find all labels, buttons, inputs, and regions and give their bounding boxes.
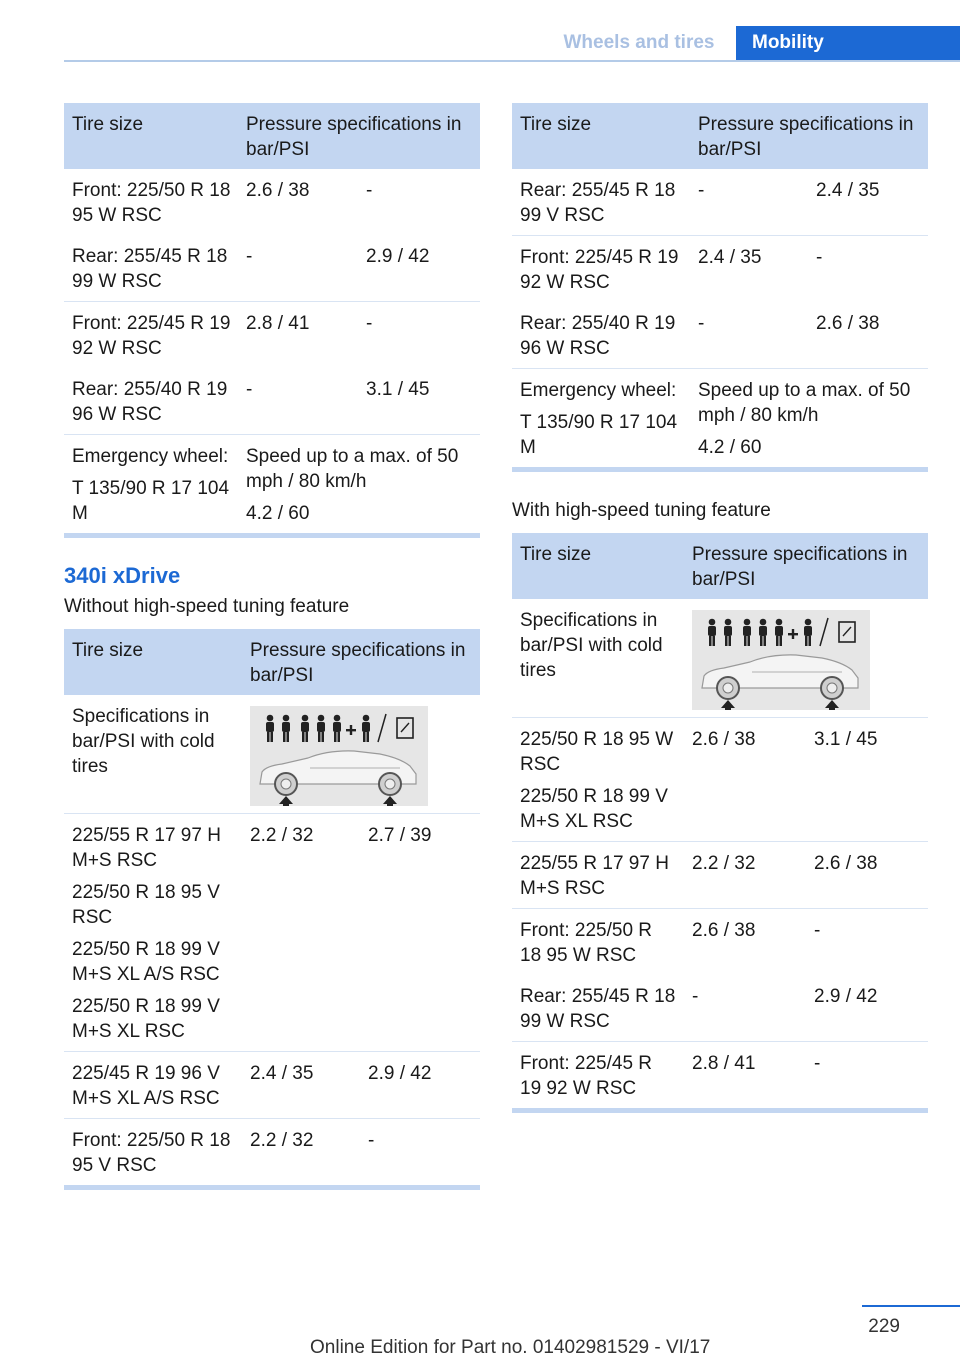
tire-pressure-table (64, 103, 480, 538)
column-header-pressure: Pressure specifications in bar/PSI (690, 103, 928, 169)
page-number: 229 (868, 1316, 900, 1337)
section-title: 340i xDrive (64, 563, 181, 588)
pressure-cell: 2.8 / 41 (684, 1042, 806, 1109)
pressure-cell: 2.6 / 38 (246, 180, 310, 201)
pressure-cell: 2.6 / 38 (816, 313, 880, 334)
emergency-pressure: 4.2 / 60 (246, 503, 310, 524)
column-header-tire-size: Tire size (512, 103, 690, 169)
edition-note: Online Edition for Part no. 01402981529 - VI/17 (310, 1337, 711, 1358)
table-row (512, 1042, 928, 1109)
tire-size-cell: Front: 225/50 R 18 95 W RSC (72, 180, 231, 226)
tire-size-cell: Rear: 255/45 R 18 99 V RSC (520, 180, 676, 226)
tire-size-cell: Rear: 255/45 R 18 99 W RSC (520, 986, 676, 1032)
pressure-cell: 2.4 / 35 (690, 236, 808, 303)
pressure-cell: 2.4 / 35 (242, 1052, 360, 1119)
tire-pressure-table (512, 533, 928, 1113)
cold-tires-row (512, 599, 928, 718)
tire-size-cell: 225/50 R 18 99 V M+S XL RSC (520, 786, 668, 832)
table-intro: Without high-speed tuning feature (64, 596, 350, 617)
emergency-wheel-label: Emergency wheel: (520, 380, 677, 401)
column-header-pressure: Pressure specifications in bar/PSI (684, 533, 928, 599)
tire-size-cell: Rear: 255/40 R 19 96 W RSC (520, 313, 676, 359)
tire-size-cell: Front: 225/45 R 19 92 W RSC (64, 302, 238, 369)
car-side-tire-icon (692, 610, 870, 710)
pressure-cell: - (808, 236, 928, 303)
table-row (64, 169, 480, 235)
pressure-cell: 2.6 / 38 (684, 909, 806, 976)
pressure-cell: 3.1 / 45 (366, 379, 430, 400)
car-side-tire-icon (250, 706, 428, 806)
pressure-cell: - (358, 302, 480, 369)
tire-size-cell: 225/55 R 17 97 H M+S RSC (72, 825, 221, 871)
pressure-cell: 2.7 / 39 (360, 814, 480, 1052)
cold-tires-label: Specifications in bar/PSI with cold tires (520, 610, 663, 681)
tire-pressure-table (512, 103, 928, 472)
table-end-bar (64, 1185, 480, 1190)
pressure-cell: 2.2 / 32 (242, 814, 360, 1052)
pressure-cell: - (698, 313, 705, 334)
cold-tires-row (64, 695, 480, 814)
tire-size-cell: 225/45 R 19 96 V M+S XL A/S RSC (64, 1052, 242, 1119)
emergency-wheel-label: Emergency wheel: (72, 446, 229, 467)
tire-size-cell: 225/50 R 18 95 W RSC (520, 729, 674, 775)
table-row (512, 236, 928, 303)
table-row (64, 302, 480, 369)
table-end-bar (512, 1108, 928, 1113)
table-row (64, 1052, 480, 1119)
header-rule (64, 60, 960, 62)
footer-rule (862, 1305, 960, 1307)
emergency-wheel-row (512, 369, 928, 468)
column-header-tire-size: Tire size (64, 629, 242, 695)
pressure-cell: 2.4 / 35 (816, 180, 880, 201)
pressure-cell: 2.9 / 42 (814, 986, 878, 1007)
breadcrumb-chapter[interactable]: Mobility (736, 26, 960, 60)
table-row (512, 718, 928, 842)
pressure-cell: 2.2 / 32 (242, 1119, 360, 1186)
table-row (64, 1119, 480, 1186)
left-column (64, 103, 480, 1190)
tire-size-cell: Front: 225/50 R 18 95 W RSC (512, 909, 684, 976)
table-row (512, 169, 928, 236)
table-end-bar (512, 467, 928, 472)
tire-size-cell: 225/55 R 17 97 H M+S RSC (512, 842, 684, 909)
table-end-bar (64, 533, 480, 538)
tire-size-cell: Front: 225/45 R 19 92 W RSC (512, 1042, 684, 1109)
table-row (64, 814, 480, 1052)
tire-size-cell: Rear: 255/40 R 19 96 W RSC (72, 379, 228, 425)
table-row (64, 235, 480, 302)
tire-size-cell: 225/50 R 18 95 V RSC (72, 882, 220, 928)
column-header-tire-size: Tire size (64, 103, 238, 169)
pressure-cell: - (246, 246, 253, 267)
pressure-cell: - (806, 909, 928, 976)
table-row (512, 975, 928, 1042)
emergency-wheel-size: T 135/90 R 17 104 M (72, 478, 230, 524)
table-row (512, 842, 928, 909)
pressure-cell: 2.2 / 32 (684, 842, 806, 909)
right-column (512, 103, 928, 1113)
pressure-cell: 2.9 / 42 (360, 1052, 480, 1119)
pressure-cell: - (806, 1042, 928, 1109)
pressure-cell: 2.6 / 38 (806, 842, 928, 909)
page-header (0, 0, 960, 62)
column-header-pressure: Pressure specifications in bar/PSI (238, 103, 480, 169)
column-header-pressure: Pressure specifications in bar/PSI (242, 629, 480, 695)
table-intro: With high-speed tuning feature (512, 500, 771, 521)
tire-pressure-table (64, 629, 480, 1190)
emergency-wheel-size: T 135/90 R 17 104 M (520, 412, 678, 458)
load-diagram (692, 610, 870, 710)
table-row (512, 909, 928, 976)
emergency-speed-note: Speed up to a max. of 50 mph / 80 km/h (698, 380, 911, 426)
tire-size-cell: Front: 225/45 R 19 92 W RSC (512, 236, 690, 303)
table-row (64, 368, 480, 435)
column-header-tire-size: Tire size (512, 533, 684, 599)
emergency-speed-note: Speed up to a max. of 50 mph / 80 km/h (246, 446, 459, 492)
pressure-cell: 2.9 / 42 (366, 246, 430, 267)
pressure-cell: - (692, 986, 699, 1007)
emergency-wheel-row (64, 435, 480, 534)
pressure-cell: 2.8 / 41 (238, 302, 358, 369)
pressure-cell: 2.6 / 38 (684, 718, 806, 842)
pressure-cell: - (246, 379, 253, 400)
pressure-cell: - (366, 180, 373, 201)
emergency-pressure: 4.2 / 60 (698, 437, 762, 458)
table-row (512, 302, 928, 369)
breadcrumb-section[interactable]: Wheels and tires (563, 32, 715, 53)
pressure-cell: - (698, 180, 705, 201)
tire-size-cell: Front: 225/50 R 18 95 V RSC (64, 1119, 242, 1186)
tire-size-cell: 225/50 R 18 99 V M+S XL A/S RSC (72, 939, 220, 985)
pressure-cell: 3.1 / 45 (806, 718, 928, 842)
load-diagram (250, 706, 428, 806)
tire-size-cell: Rear: 255/45 R 18 99 W RSC (72, 246, 228, 292)
cold-tires-label: Specifications in bar/PSI with cold tires (72, 706, 215, 777)
tire-size-cell: 225/50 R 18 99 V M+S XL RSC (72, 996, 220, 1042)
pressure-cell: - (360, 1119, 480, 1186)
